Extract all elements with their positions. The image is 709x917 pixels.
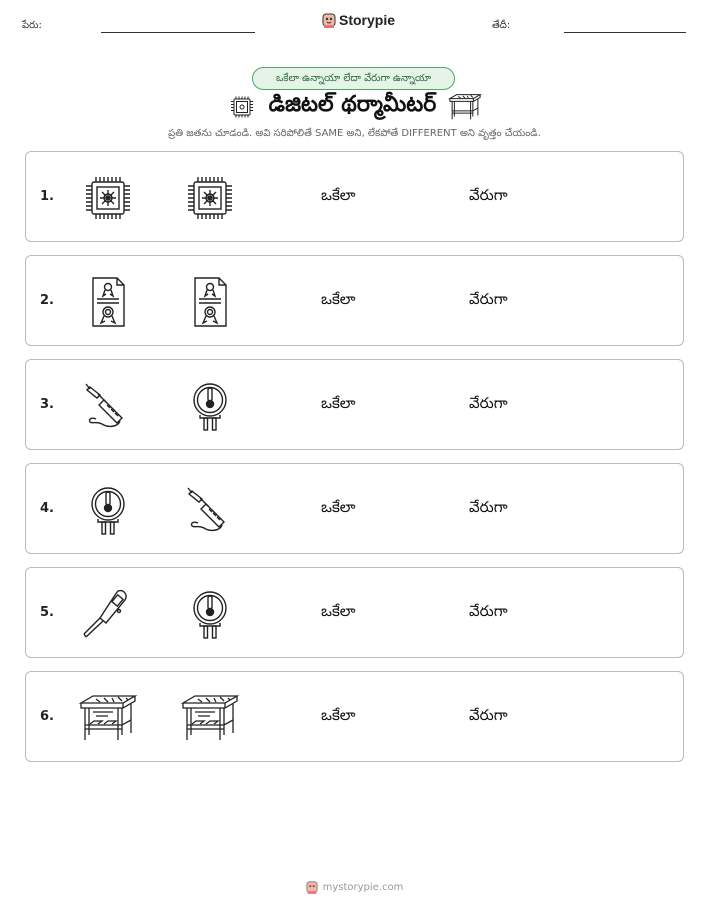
- same-option[interactable]: ఒకేలా: [321, 706, 356, 724]
- row-number: 4.: [40, 501, 54, 516]
- instructions: ప్రతి జతను చూడండి. అవి సరిపోలితే SAME అని, లేకపోతే DIFFERENT అని వృత్తం చేయండి.: [168, 128, 541, 139]
- question-row-1: [25, 151, 684, 242]
- soldering-iron-icon: [180, 485, 240, 535]
- different-option[interactable]: వేరుగా: [469, 498, 508, 516]
- different-option[interactable]: వేరుగా: [469, 602, 508, 620]
- row-number: 6.: [40, 709, 54, 724]
- row-number: 2.: [40, 293, 54, 308]
- row-number: 3.: [40, 397, 54, 412]
- certificate-icon: [180, 277, 240, 327]
- footer-url[interactable]: mystorypie.com: [322, 881, 404, 893]
- workbench-icon: [448, 93, 482, 121]
- page-title: డిజిటల్ థర్మామీటర్: [268, 92, 437, 117]
- mascot-icon: [306, 880, 318, 894]
- soldering-iron-icon: [78, 381, 138, 431]
- same-option[interactable]: ఒకేలా: [321, 394, 356, 412]
- microchip-icon: [180, 173, 240, 223]
- name-label: పేరు:: [22, 20, 42, 31]
- name-line[interactable]: [101, 32, 255, 33]
- different-option[interactable]: వేరుగా: [469, 394, 508, 412]
- date-label: తేదీ:: [492, 20, 511, 31]
- row-number: 5.: [40, 605, 54, 620]
- date-line[interactable]: [564, 32, 686, 33]
- topic-badge: ఒకేలా ఉన్నాయా లేదా వేరుగా ఉన్నాయా: [252, 67, 455, 90]
- certificate-icon: [78, 277, 138, 327]
- brand-name: Storypie: [339, 12, 396, 28]
- question-row-4: [25, 463, 684, 554]
- different-option[interactable]: వేరుగా: [469, 706, 508, 724]
- digital-thermometer-icon: [78, 589, 138, 639]
- same-option[interactable]: ఒకేలా: [321, 602, 356, 620]
- title-row: [0, 92, 709, 122]
- workbench-icon: [78, 693, 138, 743]
- row-number: 1.: [40, 189, 54, 204]
- workbench-icon: [180, 693, 240, 743]
- question-row-3: [25, 359, 684, 450]
- temperature-sensor-icon: [180, 589, 240, 639]
- same-option[interactable]: ఒకేలా: [321, 498, 356, 516]
- microchip-icon: [78, 173, 138, 223]
- question-row-5: [25, 567, 684, 658]
- different-option[interactable]: వేరుగా: [469, 290, 508, 308]
- microchip-icon: [227, 94, 257, 120]
- same-option[interactable]: ఒకేలా: [321, 290, 356, 308]
- same-option[interactable]: ఒకేలా: [321, 186, 356, 204]
- question-row-6: [25, 671, 684, 762]
- different-option[interactable]: వేరుగా: [469, 186, 508, 204]
- temperature-sensor-icon: [180, 381, 240, 431]
- brand-logo: [322, 12, 395, 28]
- temperature-sensor-icon: [78, 485, 138, 535]
- footer: [0, 880, 709, 894]
- question-row-2: [25, 255, 684, 346]
- mascot-icon: [322, 12, 336, 28]
